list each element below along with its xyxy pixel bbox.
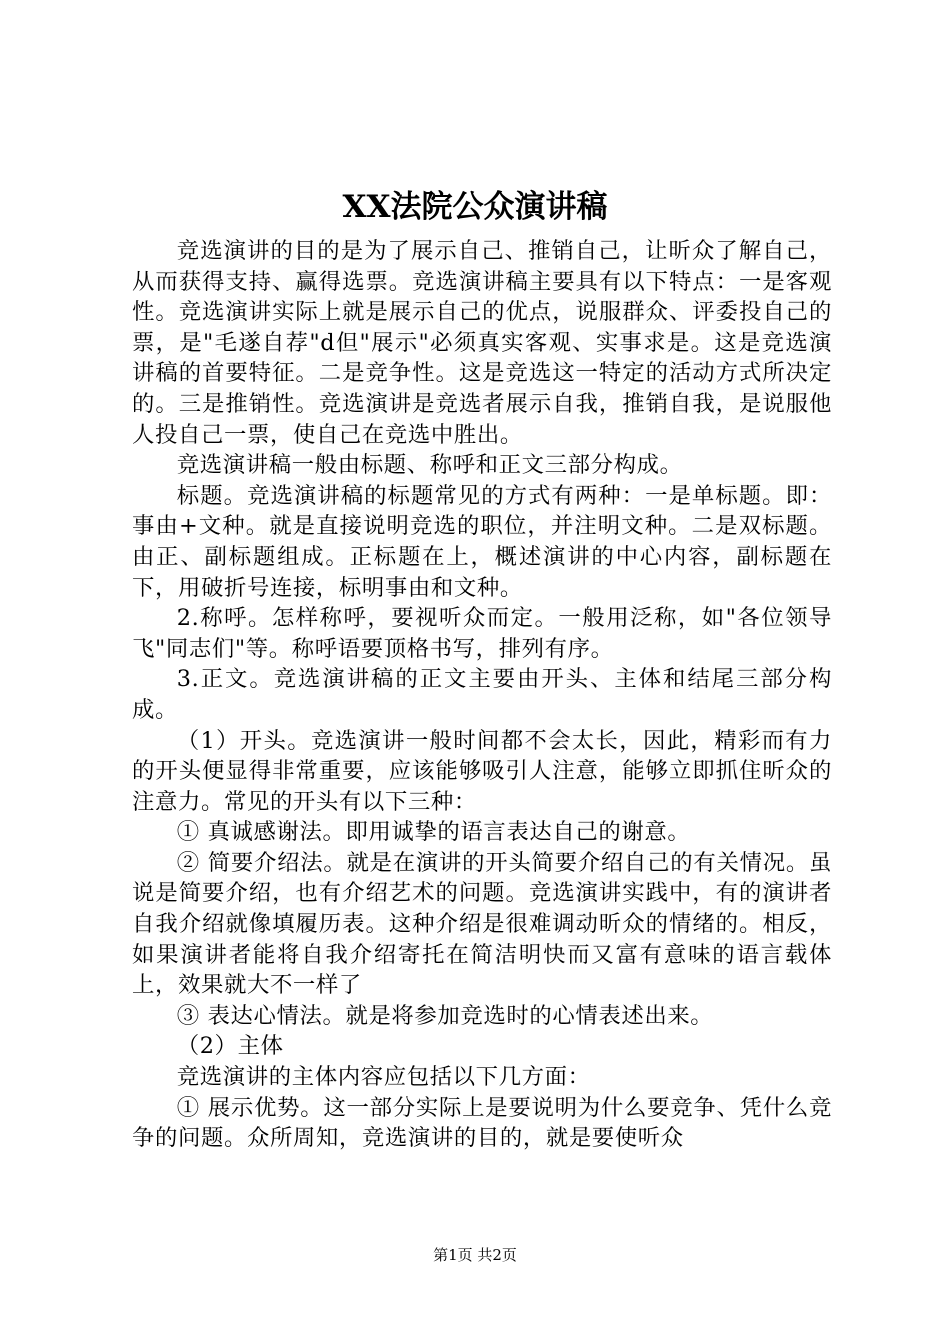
paragraph-intro: 竞选演讲的目的是为了展示自己、推销自己，让昕众了解自己，从而获得支持、赢得选票。竞选演讲稿主要具有以下特点：一是客观性。竞选演讲实际上就是展示自己的优点，说服群众、评委投自己的票，是"毛遂自荐"d但"展示"必须真实客观、实事求是。这是竞选演讲稿的首要特征。二是竞争性。这是竞选这一特定的活动方式所决定的。三是推销性。竞选演讲是竞选者展示自我，推销自我，是说服他人投自己一票，使自己在竞选中胜出。 bbox=[132, 238, 832, 448]
document-body bbox=[132, 236, 832, 1154]
document-title: XX法院公众演讲稿 bbox=[342, 189, 608, 225]
paragraph-structure: 竞选演讲稿一般由标题、称呼和正文三部分构成。 bbox=[176, 452, 683, 479]
paragraph-opening-method-2: ② 简要介绍法。就是在演讲的开头简要介绍自己的有关情况。虽说是简要介绍，也有介绍艺术的问题。竞选演讲实践中，有的演讲者自我介绍就像填履历表。这种介绍是很难调动昕众的情绪的。相反，如果演讲者能将自我介绍寄托在简洁明快而又富有意味的语言载体上，效果就大不一样了 bbox=[132, 849, 832, 999]
paragraph-body-point-1: ① 展示优势。这一部分实际上是要说明为什么要竞争、凭什么竞争的问题。众所周知，竞选演讲的目的，就是要使听众 bbox=[132, 1094, 832, 1152]
paragraph-title-section: 标题。竞选演讲稿的标题常见的方式有两种：一是单标题。即：事由+文种。就是直接说明竞选的职位，并注明文种。二是双标题。由正、副标题组成。正标题在上，概述演讲的中心内容，副标题在下，用破折号连接，标明事由和文种。 bbox=[132, 482, 832, 601]
paragraph-main-text: 3.正文。竞选演讲稿的正文主要由开头、主体和结尾三部分构成。 bbox=[132, 666, 832, 723]
paragraph-opening-method-1: ① 真诚感谢法。即用诚挚的语言表达自己的谢意。 bbox=[176, 819, 691, 846]
paragraph-opening: （1）开头。竞选演讲一般时间都不会太长，因此，精彩而有力的开头便显得非常重要，应该能够吸引人注意，能够立即抓住昕众的注意力。常见的开头有以下三种： bbox=[132, 727, 832, 815]
paragraph-opening-method-3: ③ 表达心情法。就是将参加竞选时的心情表述出来。 bbox=[176, 1002, 714, 1029]
page-footer: 第1页 共2页 bbox=[433, 1246, 517, 1264]
paragraph-salutation: 2.称呼。怎样称呼，要视听众而定。一般用泛称，如"各位领导飞"同志们"等。称呼语要顶格书写，排列有序。 bbox=[132, 605, 832, 662]
paragraph-body-intro: 竞选演讲的主体内容应包括以下几方面： bbox=[176, 1064, 591, 1091]
paragraph-body-heading: （2）主体 bbox=[176, 1033, 284, 1060]
